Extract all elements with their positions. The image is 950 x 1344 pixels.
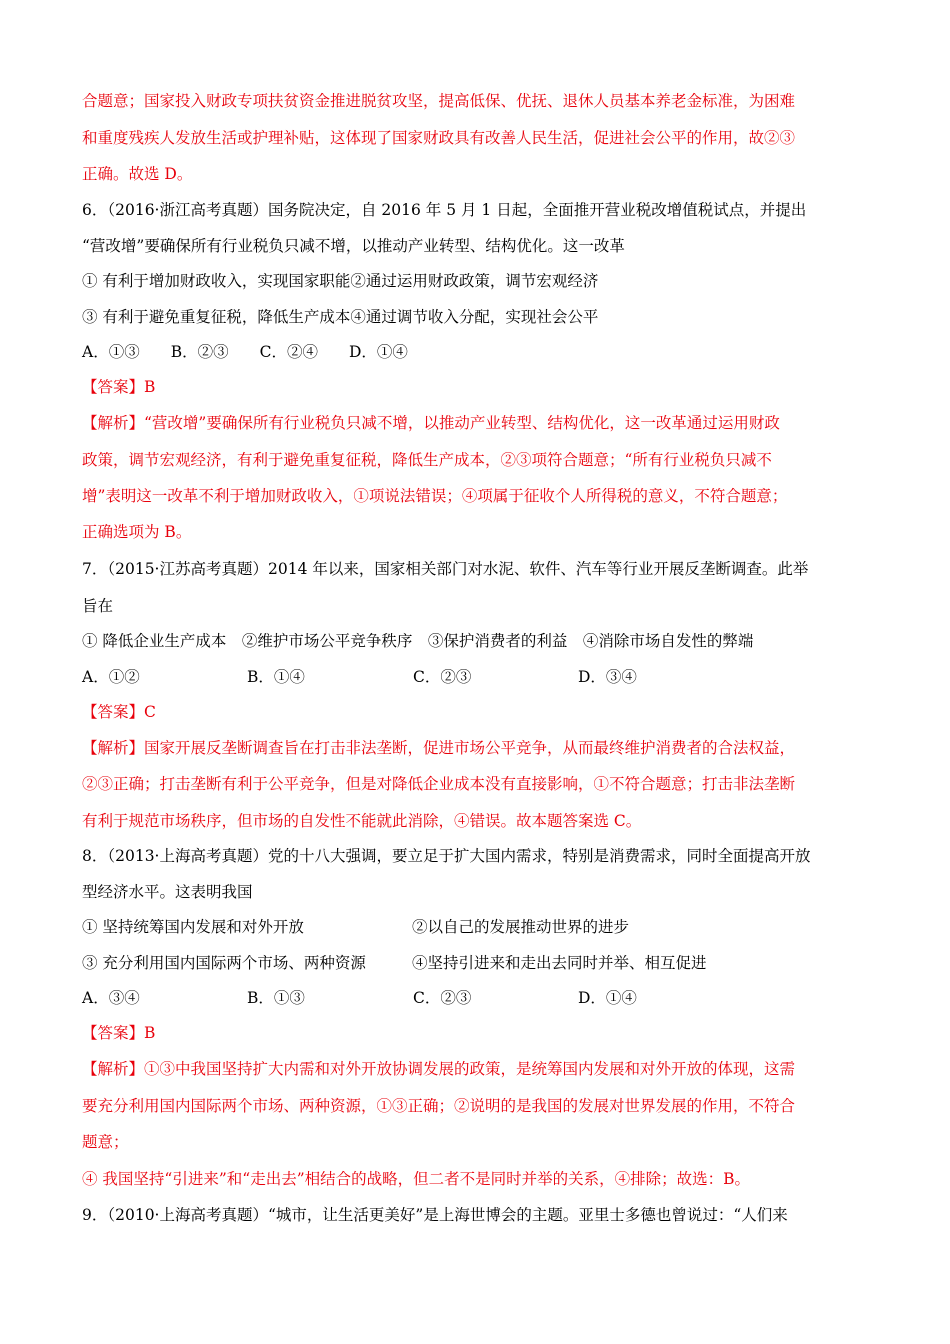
- q8-item-1: ① 坚持统筹国内发展和对外开放: [82, 918, 304, 936]
- q6-items-line-2: ③ 有利于避免重复征税，降低生产成本④通过调节收入分配，实现社会公平: [82, 308, 599, 326]
- q8-item-3: ③ 充分利用国内国际两个市场、两种资源: [82, 954, 366, 972]
- q7-option-d: D．③④: [578, 668, 637, 686]
- q8-stem-line-1: 8．（2013·上海高考真题）党的十八大强调，要立足于扩大国内需求，特别是消费需求，同时全面提高开放: [82, 847, 811, 865]
- q7-analysis-line-2: ②③正确；打击垄断有利于公平竞争，但是对降低企业成本没有直接影响，①不符合题意；打击非法垄断: [82, 775, 796, 793]
- q8-option-d: D．①④: [578, 989, 637, 1007]
- q8-analysis-line-3: 题意；: [82, 1133, 129, 1151]
- q8-analysis-line-1: 【解析】①③中我国坚持扩大内需和对外开放协调发展的政策，是统筹国内发展和对外开放的体现，这需: [82, 1060, 796, 1078]
- q7-option-c: C．②③: [413, 668, 472, 686]
- q7-option-b: B．①④: [247, 668, 305, 686]
- q6-analysis-line-4: 正确选项为 B。: [82, 523, 192, 541]
- q5-analysis-line-2: 和重度残疾人发放生活或护理补贴，这体现了国家财政具有改善人民生活，促进社会公平的作用，故②③: [82, 129, 796, 147]
- q6-stem-line-2: “营改增”要确保所有行业税负只减不增，以推动产业转型、结构优化。这一改革: [82, 237, 625, 255]
- q8-analysis-line-2: 要充分利用国内国际两个市场、两种资源，①③正确；②说明的是我国的发展对世界发展的作用，不符合: [82, 1097, 796, 1115]
- q7-answer: 【答案】C: [82, 703, 156, 721]
- q7-items: ① 降低企业生产成本 ②维护市场公平竞争秩序 ③保护消费者的利益 ④消除市场自发性的弊端: [82, 632, 754, 650]
- q6-stem-line-1: 6．（2016·浙江高考真题）国务院决定，自 2016 年 5 月 1 日起，全面推开营业税改增值税试点，并提出: [82, 201, 807, 219]
- q8-option-c: C．②③: [413, 989, 472, 1007]
- q8-analysis-line-4: ④ 我国坚持“引进来”和“走出去”相结合的战略，但二者不是同时并举的关系，④排除；故选：B。: [82, 1170, 751, 1188]
- q5-analysis-line-1: 合题意；国家投入财政专项扶贫资金推进脱贫攻坚，提高低保、优抚、退休人员基本养老金标准，为困难: [82, 92, 796, 110]
- q6-options: A．①③ B．②③ C．②④ D．①④: [82, 343, 408, 361]
- q7-analysis-line-3: 有利于规范市场秩序，但市场的自发性不能就此消除，④错误。故本题答案选 C。: [82, 812, 642, 830]
- q6-answer: 【答案】B: [82, 378, 156, 396]
- q8-item-2: ②以自己的发展推动世界的进步: [412, 918, 630, 936]
- q7-option-a: A．①②: [82, 668, 140, 686]
- q9-stem-line-1: 9．（2010·上海高考真题）“城市，让生活更美好”是上海世博会的主题。亚里士多德也曾说过：“人们来: [82, 1206, 788, 1224]
- q8-item-4: ④坚持引进来和走出去同时并举、相互促进: [412, 954, 707, 972]
- q7-stem-line-2: 旨在: [82, 597, 114, 615]
- q6-analysis-line-2: 政策，调节宏观经济，有利于避免重复征税，降低生产成本，②③项符合题意；“所有行业税负只减不: [82, 451, 772, 469]
- q5-analysis-line-3: 正确。故选 D。: [82, 165, 193, 183]
- q7-stem-line-1: 7．（2015·江苏高考真题）2014 年以来，国家相关部门对水泥、软件、汽车等行业开展反垄断调查。此举: [82, 560, 809, 578]
- q8-answer: 【答案】B: [82, 1024, 156, 1042]
- q6-analysis-line-3: 增”表明这一改革不利于增加财政收入，①项说法错误；④项属于征收个人所得税的意义，不符合题意；: [82, 487, 788, 505]
- q8-stem-line-2: 型经济水平。这表明我国: [82, 883, 253, 901]
- q7-analysis-line-1: 【解析】国家开展反垄断调查旨在打击非法垄断，促进市场公平竞争，从而最终维护消费者的合法权益，: [82, 739, 796, 757]
- q8-option-a: A．③④: [82, 989, 140, 1007]
- q6-analysis-line-1: 【解析】“营改增”要确保所有行业税负只减不增，以推动产业转型、结构优化，这一改革通过运用财政: [82, 414, 780, 432]
- q6-items-line-1: ① 有利于增加财政收入，实现国家职能②通过运用财政政策，调节宏观经济: [82, 272, 599, 290]
- q8-option-b: B．①③: [247, 989, 305, 1007]
